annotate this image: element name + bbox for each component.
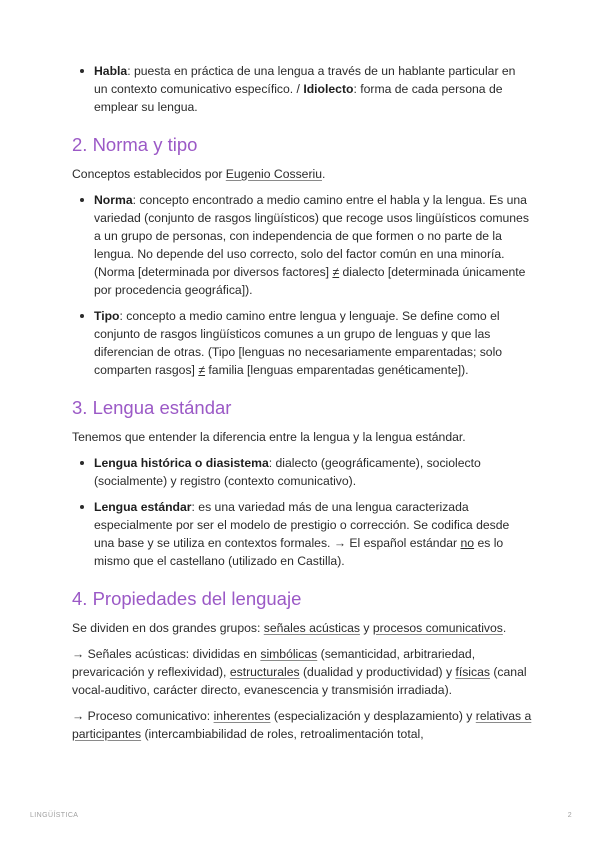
footer-page-number: 2 — [567, 812, 572, 819]
not-equal-symbol: ≠ — [198, 363, 206, 377]
senales-text: → Señales acústicas: divididas en — [72, 647, 261, 661]
term-habla: Habla — [94, 64, 128, 78]
dos-grupos-and: y — [359, 621, 373, 635]
inherentes-detail: (especialización y desplazamiento) y — [270, 709, 476, 723]
page-content — [72, 62, 532, 743]
habla-list — [72, 62, 532, 116]
link-estructurales[interactable]: estructurales — [229, 665, 300, 679]
idiolecto-definition: : forma de cada persona de emplear su lengua. — [94, 82, 503, 114]
estandar-definition-end: es lo mismo que el castellano (utilizado en Castilla). — [94, 536, 504, 568]
norma-tipo-list — [72, 191, 532, 379]
proceso-text: → Proceso comunicativo: — [72, 709, 214, 723]
not-equal-symbol: ≠ — [332, 265, 340, 279]
link-relativas-a-participantes[interactable]: relativas a participantes — [72, 709, 532, 741]
lengua-list — [72, 454, 532, 570]
norma-definition-end: dialecto [determinada únicamente por procedencia geográfica]). — [94, 265, 526, 297]
tipo-definition-end: familia [lenguas emparentadas genéticamente]). — [205, 363, 469, 377]
conceptos-text: Conceptos establecidos por — [72, 167, 226, 181]
term-lengua-historica: Lengua histórica o diasistema — [94, 456, 269, 470]
dos-grupos-text: Se dividen en dos grandes grupos: — [72, 621, 264, 635]
term-lengua-estandar: Lengua estándar — [94, 500, 192, 514]
link-fisicas[interactable]: físicas — [455, 665, 490, 679]
simbolicas-detail: (semanticidad, arbitrariedad, prevaricación y reflexividad), — [72, 647, 476, 679]
list-item-lengua-historica — [72, 454, 532, 490]
heading-norma-y-tipo: 2. Norma y tipo — [72, 134, 198, 155]
underlined-no: no — [460, 536, 475, 550]
list-item-norma — [72, 191, 532, 299]
estandar-definition: : es una variedad más de una lengua caracterizada especialmente por ser el modelo de prestigio o corrección. Se codifica desde una base y se utiliza en contextos formales. → El español estándar — [94, 500, 510, 550]
link-eugenio-cosseriu[interactable]: Eugenio Cosseriu — [225, 167, 322, 181]
list-item-habla — [72, 62, 532, 116]
list-item-lengua-estandar — [72, 498, 532, 570]
estructurales-detail: (dualidad y productividad) y — [299, 665, 456, 679]
link-procesos-comunicativos[interactable]: procesos comunicativos — [372, 621, 503, 635]
term-tipo: Tipo — [94, 309, 120, 323]
historica-definition: : dialecto (geográficamente), sociolecto (socialmente) y registro (contexto comunicativo). — [94, 456, 481, 488]
norma-definition: : concepto encontrado a medio camino entre el habla y la lengua. Es una variedad (conjunto de rasgos lingüísticos) que recoge usos lingüísticos comunes a un grupo de personas, con independencia de que formen o no parte de la lengua. No depende del uso correcto, solo del factor común en una minoría. (Norma [determinada por diversos factores] — [94, 193, 529, 279]
paragraph-proceso-comunicativo — [72, 707, 532, 743]
link-inherentes[interactable]: inherentes — [213, 709, 271, 723]
list-item-tipo — [72, 307, 532, 379]
paragraph-diferencia: Tenemos que entender la diferencia entre la lengua y la lengua estándar. — [72, 430, 466, 444]
heading-lengua-estandar: 3. Lengua estándar — [72, 397, 232, 418]
tipo-definition: : concepto a medio camino entre lengua y lenguaje. Se define como el conjunto de rasgos lingüísticos comunes a un grupo de lenguas y que las diferencian de otras. (Tipo [lenguas no necesariamente emparentadas; solo comparten rasgos] — [94, 309, 503, 377]
link-senales-acusticas[interactable]: señales acústicas — [263, 621, 360, 635]
footer-course-name: LINGÜÍSTICA — [30, 812, 79, 819]
fisicas-detail: (canal vocal-auditivo, carácter directo, evanescencia y transmisión irradiada). — [72, 665, 527, 697]
term-idiolecto: Idiolecto — [303, 82, 354, 96]
paragraph-senales-acusticas — [72, 645, 532, 699]
dos-grupos-end: . — [502, 621, 507, 635]
relativas-detail: (intercambiabilidad de roles, retroalimentación total, — [141, 727, 424, 741]
paragraph-dos-grupos — [72, 619, 532, 637]
conceptos-end: . — [322, 167, 326, 181]
term-norma: Norma — [94, 193, 133, 207]
link-simbolicas[interactable]: simbólicas — [260, 647, 318, 661]
heading-propiedades-del-lenguaje: 4. Propiedades del lenguaje — [72, 588, 302, 609]
habla-definition: : puesta en práctica de una lengua a través de un hablante particular en un contexto comunicativo específico. / — [94, 64, 516, 96]
paragraph-conceptos — [72, 165, 532, 183]
